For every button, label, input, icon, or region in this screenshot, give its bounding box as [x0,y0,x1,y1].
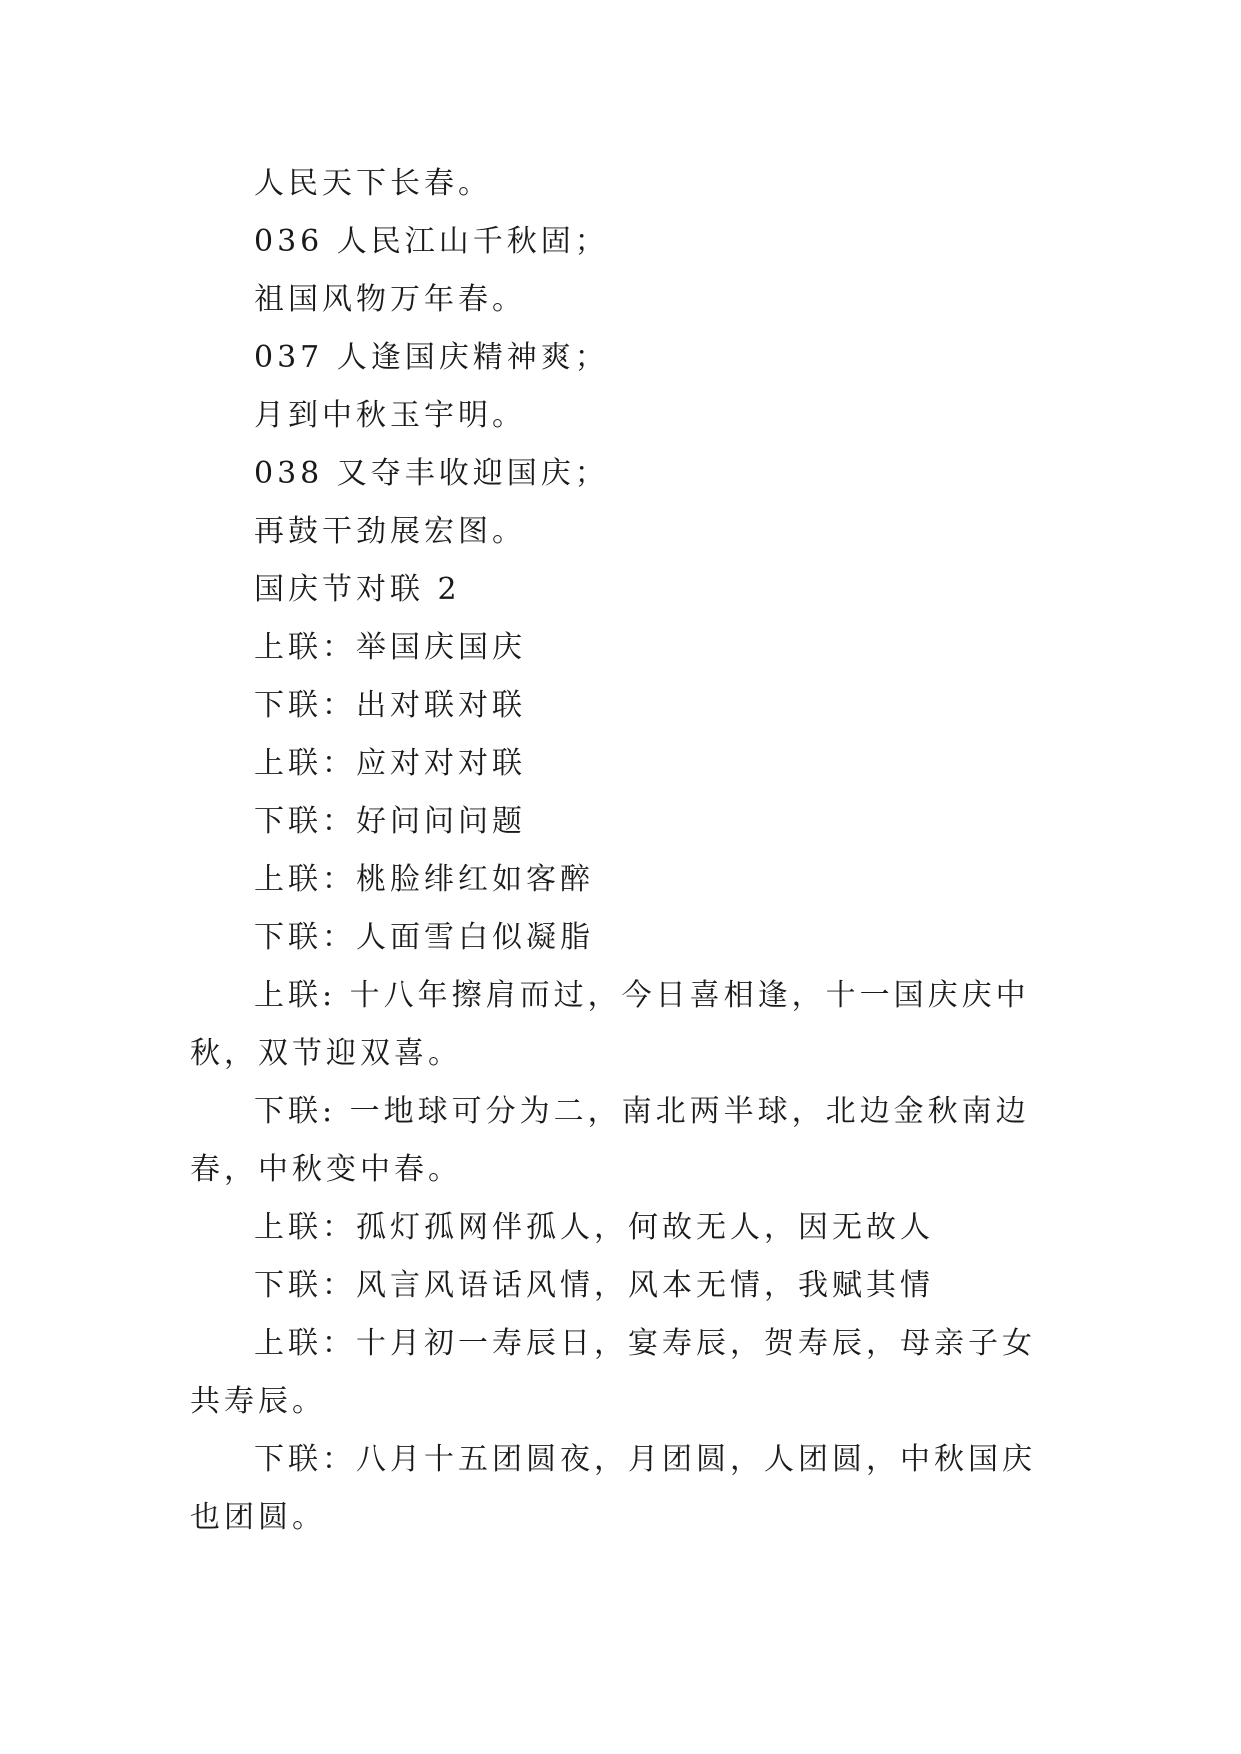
paragraph: 月到中秋玉宇明。 [254,398,526,433]
paragraph: 下联：好问问问题 [254,804,526,839]
document-body [190,155,1050,1547]
paragraph: 再鼓干劲展宏图。 [254,514,526,549]
paragraph: 下联：八月十五团圆夜，月团圆，人团圆，中秋国庆也团圆。 [190,1442,1036,1535]
paragraph: 上联：桃脸绯红如客醉 [254,862,594,897]
paragraph: 下联：人面雪白似凝脂 [254,920,594,955]
paragraph: 上联：十月初一寿辰日，宴寿辰，贺寿辰，母亲子女共寿辰。 [190,1326,1036,1419]
paragraph: 上联：孤灯孤网伴孤人，何故无人，因无故人 [254,1210,934,1245]
paragraph: 祖国风物万年春。 [254,282,526,317]
paragraph: 人民天下长春。 [254,166,492,201]
paragraph: 上联：举国庆国庆 [254,630,526,665]
section-heading: 国庆节对联 2 [254,572,461,607]
paragraph: 038 又夺丰收迎国庆； [254,456,609,491]
paragraph: 下联：风言风语话风情，风本无情，我赋其情 [254,1268,934,1303]
paragraph: 037 人逢国庆精神爽； [254,340,609,375]
paragraph: 下联：出对联对联 [254,688,526,723]
paragraph: 上联: 十八年擦肩而过，今日喜相逢，十一国庆庆中秋，双节迎双喜。 [190,978,1030,1071]
paragraph: 036 人民江山千秋固； [254,224,609,259]
paragraph: 上联：应对对对联 [254,746,526,781]
paragraph: 下联: 一地球可分为二，南北两半球，北边金秋南边春，中秋变中春。 [190,1094,1030,1187]
